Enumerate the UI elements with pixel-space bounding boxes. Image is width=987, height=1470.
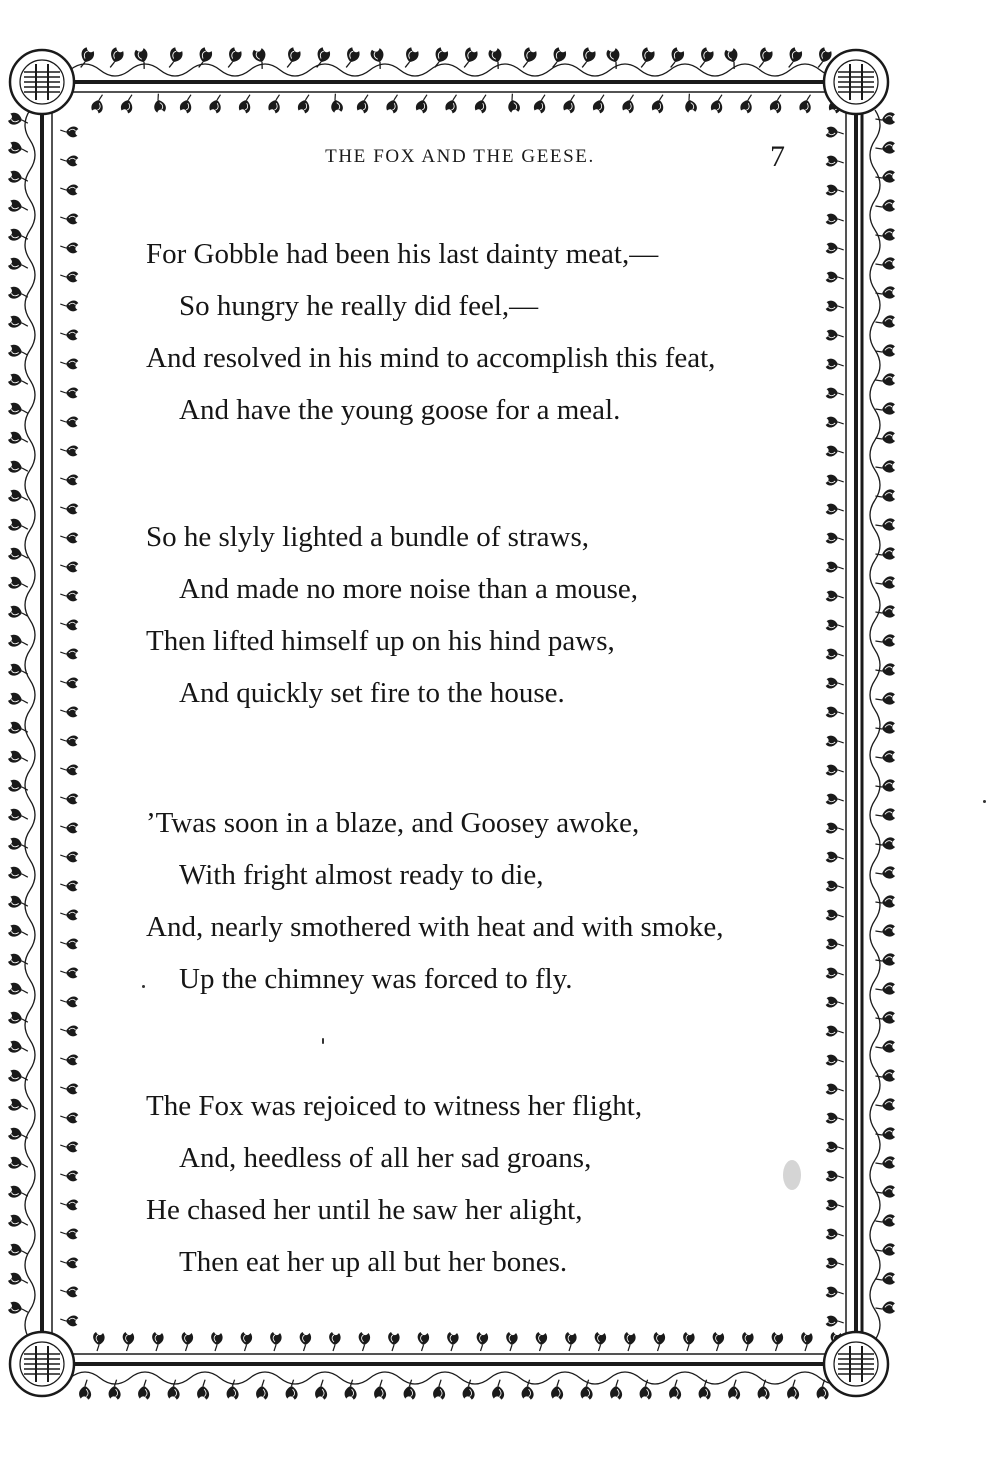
border-leaf-icon (7, 1214, 29, 1229)
border-leaf-icon (826, 1229, 844, 1240)
border-leaf-icon (826, 881, 844, 892)
border-leaf-icon (875, 866, 897, 881)
border-leaf-icon (551, 1380, 563, 1400)
border-leaf-icon (826, 504, 844, 515)
border-leaf-icon (60, 1083, 78, 1094)
border-leaf-icon (60, 387, 78, 398)
border-leaf-icon (826, 330, 844, 341)
border-leaf-icon (300, 1332, 311, 1351)
border-leaf-icon (60, 300, 78, 311)
border-leaf-icon (875, 489, 897, 504)
poem-line: So hungry he really did feel,— (179, 290, 539, 322)
border-leaf-icon (7, 692, 29, 707)
border-leaf-icon (875, 170, 897, 185)
border-leaf-icon (875, 692, 897, 707)
border-leaf-icon (549, 46, 568, 70)
poem-line: And, heedless of all her sad groans, (179, 1142, 592, 1174)
poem-line: And have the young goose for a meal. (179, 394, 621, 426)
border-leaf-icon (826, 707, 844, 718)
running-head-title: THE FOX AND THE GEESE. (325, 146, 595, 167)
border-leaf-icon (739, 93, 755, 114)
border-leaf-icon (826, 127, 844, 138)
border-leaf-icon (826, 533, 844, 544)
border-leaf-icon (415, 93, 431, 114)
border-leaf-icon (826, 678, 844, 689)
border-leaf-icon (826, 968, 844, 979)
poem-line: He chased her until he saw her alight, (146, 1194, 583, 1226)
border-leaf-icon (224, 46, 243, 70)
border-leaf-icon (60, 880, 78, 891)
border-leaf-icon (669, 1380, 681, 1400)
border-leaf-icon (826, 620, 844, 631)
border-leaf-icon (60, 532, 78, 543)
poem-line: So he slyly lighted a bundle of straws, (146, 521, 590, 553)
border-leaf-icon (7, 1301, 29, 1316)
stanza-2 (146, 511, 826, 719)
border-leaf-icon (826, 591, 844, 602)
border-leaf-icon (328, 93, 344, 114)
border-leaf-icon (875, 924, 897, 939)
border-leaf-icon (60, 822, 78, 833)
border-leaf-icon (60, 938, 78, 949)
border-leaf-icon (7, 1243, 29, 1258)
border-leaf-icon (826, 1113, 844, 1124)
border-leaf-icon (826, 1026, 844, 1037)
border-leaf-icon (60, 706, 78, 717)
border-leaf-icon (710, 93, 726, 114)
border-leaf-icon (875, 779, 897, 794)
border-leaf-icon (60, 242, 78, 253)
border-leaf-icon (651, 93, 667, 114)
poem-line: And made no more noise than a mouse, (179, 573, 639, 605)
border-leaf-icon (826, 1316, 844, 1327)
border-leaf-icon (369, 46, 388, 70)
border-leaf-icon (418, 1332, 429, 1351)
border-leaf-icon (165, 46, 184, 70)
border-leaf-icon (875, 1011, 897, 1026)
border-leaf-icon (875, 1156, 897, 1171)
border-leaf-icon (826, 272, 844, 283)
border-leaf-icon (120, 93, 136, 114)
border-leaf-icon (60, 735, 78, 746)
border-leaf-icon (60, 590, 78, 601)
border-leaf-icon (283, 46, 302, 70)
border-leaf-icon (826, 359, 844, 370)
border-leaf-icon (7, 257, 29, 272)
border-leaf-icon (875, 1127, 897, 1142)
border-leaf-icon (388, 1332, 399, 1351)
border-leaf-icon (7, 1156, 29, 1171)
border-leaf-icon (359, 1332, 370, 1351)
border-leaf-icon (519, 46, 538, 70)
border-leaf-icon (723, 46, 742, 70)
border-leaf-icon (60, 1315, 78, 1326)
border-leaf-icon (60, 764, 78, 775)
border-leaf-icon (562, 93, 578, 114)
poem-line: And resolved in his mind to accomplish this feat, (146, 342, 716, 374)
border-leaf-icon (106, 46, 125, 70)
border-leaf-icon (826, 446, 844, 457)
border-leaf-icon (138, 1380, 150, 1400)
border-leaf-icon (492, 1380, 504, 1400)
poem-line: With fright almost ready to die, (179, 859, 544, 891)
border-leaf-icon (875, 837, 897, 852)
border-leaf-icon (447, 1332, 458, 1351)
border-leaf-icon (123, 1332, 134, 1351)
poem-line: ’Twas soon in a blaze, and Goosey awoke, (146, 807, 640, 839)
border-leaf-icon (826, 185, 844, 196)
border-leaf-icon (621, 93, 637, 114)
border-leaf-icon (826, 939, 844, 950)
border-leaf-icon (60, 358, 78, 369)
border-leaf-icon (211, 1332, 222, 1351)
border-leaf-icon (787, 1380, 799, 1400)
border-leaf-icon (79, 1380, 91, 1400)
border-leaf-icon (315, 1380, 327, 1400)
border-leaf-icon (826, 417, 844, 428)
border-leaf-icon (60, 1054, 78, 1065)
border-leaf-icon (826, 1084, 844, 1095)
border-leaf-icon (374, 1380, 386, 1400)
border-leaf-icon (60, 1286, 78, 1297)
border-leaf-icon (683, 1332, 694, 1351)
border-leaf-icon (826, 852, 844, 863)
border-leaf-icon (60, 851, 78, 862)
border-leaf-icon (875, 547, 897, 562)
border-leaf-icon (238, 93, 254, 114)
border-leaf-icon (109, 1380, 121, 1400)
border-leaf-icon (7, 199, 29, 214)
border-leaf-icon (93, 1332, 104, 1351)
border-leaf-icon (60, 474, 78, 485)
border-leaf-icon (60, 126, 78, 137)
border-leaf-icon (7, 750, 29, 765)
border-leaf-icon (826, 214, 844, 225)
border-leaf-icon (826, 562, 844, 573)
border-leaf-icon (875, 634, 897, 649)
border-leaf-icon (60, 503, 78, 514)
border-leaf-icon (60, 1112, 78, 1123)
border-leaf-icon (505, 93, 521, 114)
border-leaf-icon (826, 736, 844, 747)
border-leaf-icon (60, 1199, 78, 1210)
border-leaf-icon (7, 924, 29, 939)
border-leaf-icon (7, 373, 29, 388)
poem-line: And, nearly smothered with heat and with smoke, (146, 911, 724, 943)
border-leaf-icon (60, 445, 78, 456)
border-leaf-icon (592, 93, 608, 114)
border-leaf-icon (654, 1332, 665, 1351)
border-leaf-icon (875, 605, 897, 620)
border-leaf-icon (487, 46, 506, 70)
border-leaf-icon (875, 750, 897, 765)
border-leaf-icon (256, 1380, 268, 1400)
border-leaf-icon (7, 1098, 29, 1113)
border-leaf-icon (7, 1040, 29, 1055)
border-leaf-icon (682, 93, 698, 114)
border-leaf-icon (7, 315, 29, 330)
border-leaf-icon (7, 808, 29, 823)
border-leaf-icon (60, 996, 78, 1007)
border-leaf-icon (60, 909, 78, 920)
poem-line: And quickly set fire to the house. (179, 677, 565, 709)
border-leaf-icon (875, 1069, 897, 1084)
border-leaf-icon (179, 93, 195, 114)
border-leaf-icon (826, 1055, 844, 1066)
border-leaf-icon (208, 93, 224, 114)
border-leaf-icon (798, 93, 814, 114)
border-leaf-icon (60, 1257, 78, 1268)
border-leaf-icon (433, 1380, 445, 1400)
border-leaf-icon (875, 199, 897, 214)
border-leaf-icon (267, 93, 283, 114)
border-leaf-icon (270, 1332, 281, 1351)
border-leaf-icon (875, 576, 897, 591)
border-leaf-icon (460, 46, 479, 70)
border-leaf-icon (60, 561, 78, 572)
border-leaf-icon (826, 475, 844, 486)
border-leaf-icon (565, 1332, 576, 1351)
border-leaf-icon (60, 648, 78, 659)
border-leaf-icon (826, 649, 844, 660)
border-leaf-icon (60, 184, 78, 195)
border-leaf-icon (826, 243, 844, 254)
border-leaf-icon (875, 1301, 897, 1316)
border-leaf-icon (875, 1040, 897, 1055)
border-leaf-icon (444, 93, 460, 114)
border-leaf-icon (826, 1287, 844, 1298)
border-leaf-icon (7, 866, 29, 881)
border-leaf-icon (826, 1258, 844, 1269)
border-leaf-icon (728, 1380, 740, 1400)
border-leaf-icon (875, 257, 897, 272)
border-leaf-icon (875, 982, 897, 997)
border-leaf-icon (875, 141, 897, 156)
border-leaf-icon (195, 46, 214, 70)
poem-line: Up the chimney was forced to fly. (179, 963, 573, 995)
border-leaf-icon (875, 286, 897, 301)
border-leaf-icon (329, 1332, 340, 1351)
border-leaf-icon (7, 402, 29, 417)
border-leaf-icon (826, 997, 844, 1008)
ink-speck (142, 985, 145, 988)
border-leaf-icon (60, 967, 78, 978)
ink-speck (322, 1038, 324, 1044)
border-leaf-icon (595, 1332, 606, 1351)
border-leaf-icon (60, 329, 78, 340)
border-leaf-icon (7, 576, 29, 591)
border-leaf-icon (875, 808, 897, 823)
border-leaf-icon (875, 518, 897, 533)
border-leaf-icon (297, 93, 313, 114)
poem-line: Then eat her up all but her bones. (179, 1246, 568, 1278)
border-leaf-icon (477, 1332, 488, 1351)
border-leaf-icon (60, 619, 78, 630)
border-leaf-icon (7, 518, 29, 533)
border-leaf-icon (610, 1380, 622, 1400)
border-leaf-icon (506, 1332, 517, 1351)
border-leaf-icon (60, 677, 78, 688)
border-leaf-icon (875, 460, 897, 475)
border-leaf-icon (826, 794, 844, 805)
border-leaf-icon (182, 1332, 193, 1351)
stanza-1 (146, 228, 826, 436)
border-leaf-icon (875, 112, 897, 127)
border-leaf-icon (713, 1332, 724, 1351)
border-leaf-icon (801, 1332, 812, 1351)
border-leaf-icon (826, 765, 844, 776)
border-leaf-icon (533, 93, 549, 114)
border-leaf-icon (536, 1332, 547, 1351)
border-leaf-icon (197, 1380, 209, 1400)
border-leaf-icon (826, 1171, 844, 1182)
stanza-3 (146, 797, 826, 1005)
border-leaf-icon (578, 46, 597, 70)
border-leaf-icon (385, 93, 401, 114)
border-leaf-icon (60, 213, 78, 224)
border-leaf-icon (826, 301, 844, 312)
border-leaf-icon (696, 46, 715, 70)
border-leaf-icon (875, 1185, 897, 1200)
border-leaf-icon (60, 1228, 78, 1239)
border-leaf-icon (7, 721, 29, 736)
border-leaf-icon (474, 93, 490, 114)
border-leaf-icon (875, 1098, 897, 1113)
border-leaf-icon (60, 1025, 78, 1036)
poem-line: For Gobble had been his last dainty meat,— (146, 238, 659, 270)
ink-speck (783, 1160, 801, 1190)
border-leaf-icon (826, 388, 844, 399)
border-leaf-icon (60, 1170, 78, 1181)
border-leaf-icon (241, 1332, 252, 1351)
border-leaf-icon (60, 271, 78, 282)
border-leaf-icon (875, 228, 897, 243)
stanza-4 (146, 1080, 826, 1288)
border-leaf-icon (7, 1272, 29, 1287)
border-leaf-icon (637, 46, 656, 70)
border-leaf-icon (90, 93, 106, 114)
border-leaf-icon (826, 1142, 844, 1153)
border-leaf-icon (7, 460, 29, 475)
border-leaf-icon (7, 634, 29, 649)
ink-speck (983, 800, 986, 803)
border-leaf-icon (875, 315, 897, 330)
border-leaf-icon (151, 93, 167, 114)
border-leaf-icon (826, 910, 844, 921)
border-leaf-icon (60, 793, 78, 804)
border-leaf-icon (826, 1200, 844, 1211)
border-leaf-icon (152, 1332, 163, 1351)
border-leaf-icon (60, 416, 78, 427)
border-leaf-icon (772, 1332, 783, 1351)
poem-line: Then lifted himself up on his hind paws, (146, 625, 615, 657)
border-leaf-icon (356, 93, 372, 114)
border-leaf-icon (77, 46, 96, 70)
border-leaf-icon (826, 156, 844, 167)
border-leaf-icon (60, 1141, 78, 1152)
border-leaf-icon (755, 46, 774, 70)
border-leaf-icon (742, 1332, 753, 1351)
border-leaf-icon (7, 982, 29, 997)
border-leaf-icon (342, 46, 361, 70)
border-leaf-icon (826, 823, 844, 834)
border-leaf-icon (401, 46, 420, 70)
poem-line: The Fox was rejoiced to witness her flight, (146, 1090, 643, 1122)
border-leaf-icon (769, 93, 785, 114)
border-leaf-icon (624, 1332, 635, 1351)
border-leaf-icon (60, 155, 78, 166)
page-number: 7 (770, 140, 785, 173)
border-leaf-icon (7, 141, 29, 156)
